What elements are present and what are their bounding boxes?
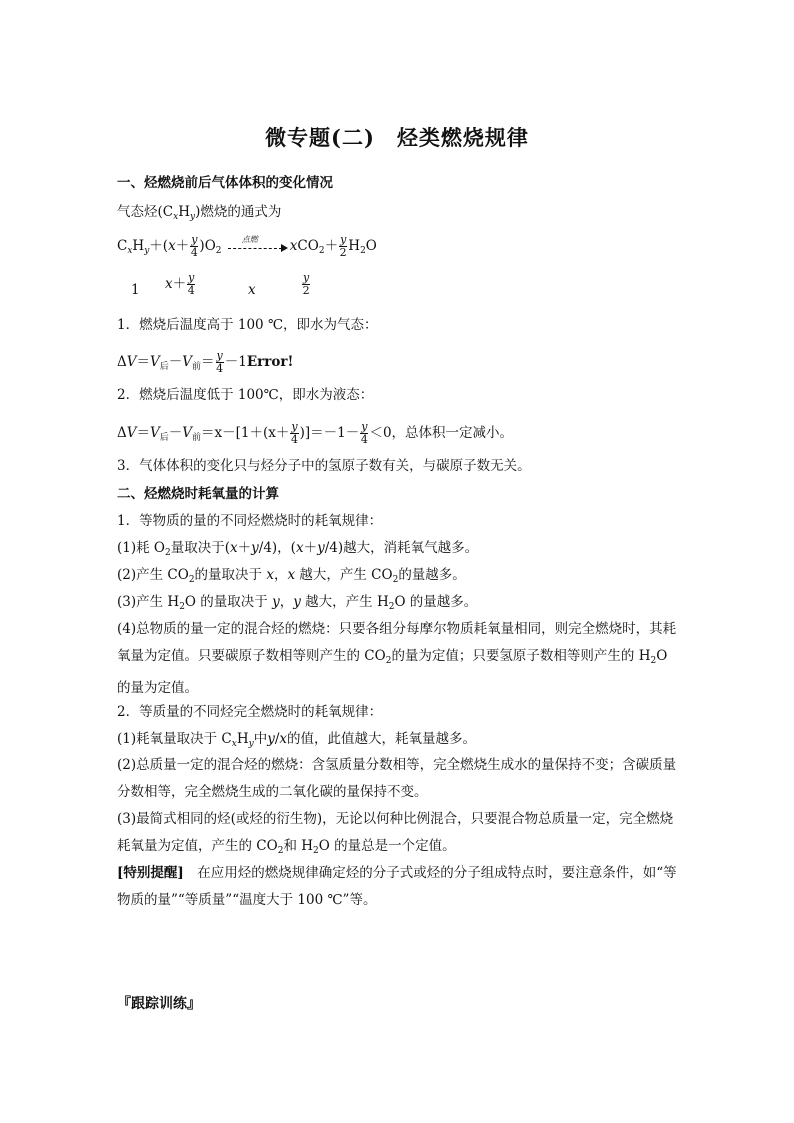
special-tip-label: [特别提醒] (117, 865, 184, 881)
rule-1-heading: 1．等物质的量的不同烃燃烧时的耗氧规律： (117, 513, 383, 529)
delta-v-gaseous: $\Delta V=V_后-V_前=$ $\frac{y}{4}$ －1Error! (117, 349, 294, 375)
section-1-heading: 一、烃燃烧前后气体体积的变化情况 (117, 175, 333, 191)
rule-1-item-4: (4)总物质的量一定的混合烃的燃烧：只要各组分每摩尔物质耗氧量相同，则完全燃烧时，其耗氧量为定值。只要碳原子数相等则产生的 $CO_2$的量为定值；只要氢原子数相等则产生的 $H_2O$ 的量为定值。 (117, 621, 677, 696)
rule-1-item-1: (1)耗 $O_2$量取决于(x＋y/4)，(x＋y/4)越大，消耗氧气越多。 (117, 540, 479, 558)
coef-oxygen: x＋ $\frac{y}{4}$ (165, 271, 195, 297)
fraction-y-over-2: $\frac{y}{2}$ (339, 233, 347, 259)
follow-up-training-heading: 『跟踪训练』 (117, 996, 201, 1012)
coef-co2: x (248, 282, 256, 298)
coef-h2o: $\frac{y}{2}$ (302, 271, 310, 297)
rule-2-item-2: (2)总质量一定的混合烃的燃烧：含氢质量分数相等，完全燃烧生成水的量保持不变；含碳质量分数相等，完全燃烧生成的二氧化碳的量保持不变。 (117, 757, 677, 800)
rule-1-item-2: (2)产生 $CO_2$的量取决于 x，x 越大，产生 $CO_2$的量越多。 (117, 567, 466, 585)
rule-2-item-3: (3)最简式相同的烃(或烃的衍生物)，无论以何种比例混合，只要混合物总质量一定，完全燃烧耗氧量为定值，产生的 $CO_2$和 $H_2O$ 的量总是一个定值。 (117, 811, 674, 856)
coef-hydrocarbon: 1 (131, 282, 140, 298)
point-1: 1．燃烧后温度高于 100 ℃，即水为气态： (117, 317, 378, 333)
point-2: 2．燃烧后温度低于 100℃，即水为液态： (117, 387, 374, 403)
page-title: 微专题(二) 烃类燃烧规律 (265, 125, 529, 150)
delta-v-liquid: $\Delta V=V_后-V_前=x-[1+(x+$ $\frac{y}{4}$ )]＝－1－ $\frac{y}{4}$ ＜0，总体积一定减小。 (117, 420, 514, 446)
point-3: 3．气体体积的变化只与烃分子中的氢原子数有关，与碳原子数无关。 (117, 458, 531, 474)
rule-2-heading: 2．等质量的不同烃完全燃烧时的耗氧规律： (117, 704, 383, 720)
special-tip: [特别提醒] 在应用烃的燃烧规律确定烃的分子式或烃的分子组成特点时，要注意条件，如“等物质的量”“等质量”“温度大于 100 ℃”等。 (117, 865, 677, 908)
section-2-heading: 二、烃燃烧时耗氧量的计算 (117, 486, 279, 502)
combustion-equation: $C_xH_y+(x+$ $\frac{y}{4}$ )$O_2$ 点燃 xCO$_2$＋ $\frac{y}{2}$ $H_2O$ (117, 233, 377, 259)
rule-1-item-3: (3)产生 $H_2O$ 的量取决于 y，y 越大，产生 $H_2O$ 的量越多。 (117, 594, 478, 612)
rule-2-item-1: (1)耗氧量取决于 $C_xH_y$中y/x的值，此值越大，耗氧量越多。 (117, 731, 477, 749)
reaction-arrow-icon: 点燃 (228, 240, 288, 254)
formula-intro: 气态烃$(C_xH_y)$燃烧的通式为 (117, 204, 282, 222)
fraction-y-over-4: $\frac{y}{4}$ (190, 233, 198, 259)
